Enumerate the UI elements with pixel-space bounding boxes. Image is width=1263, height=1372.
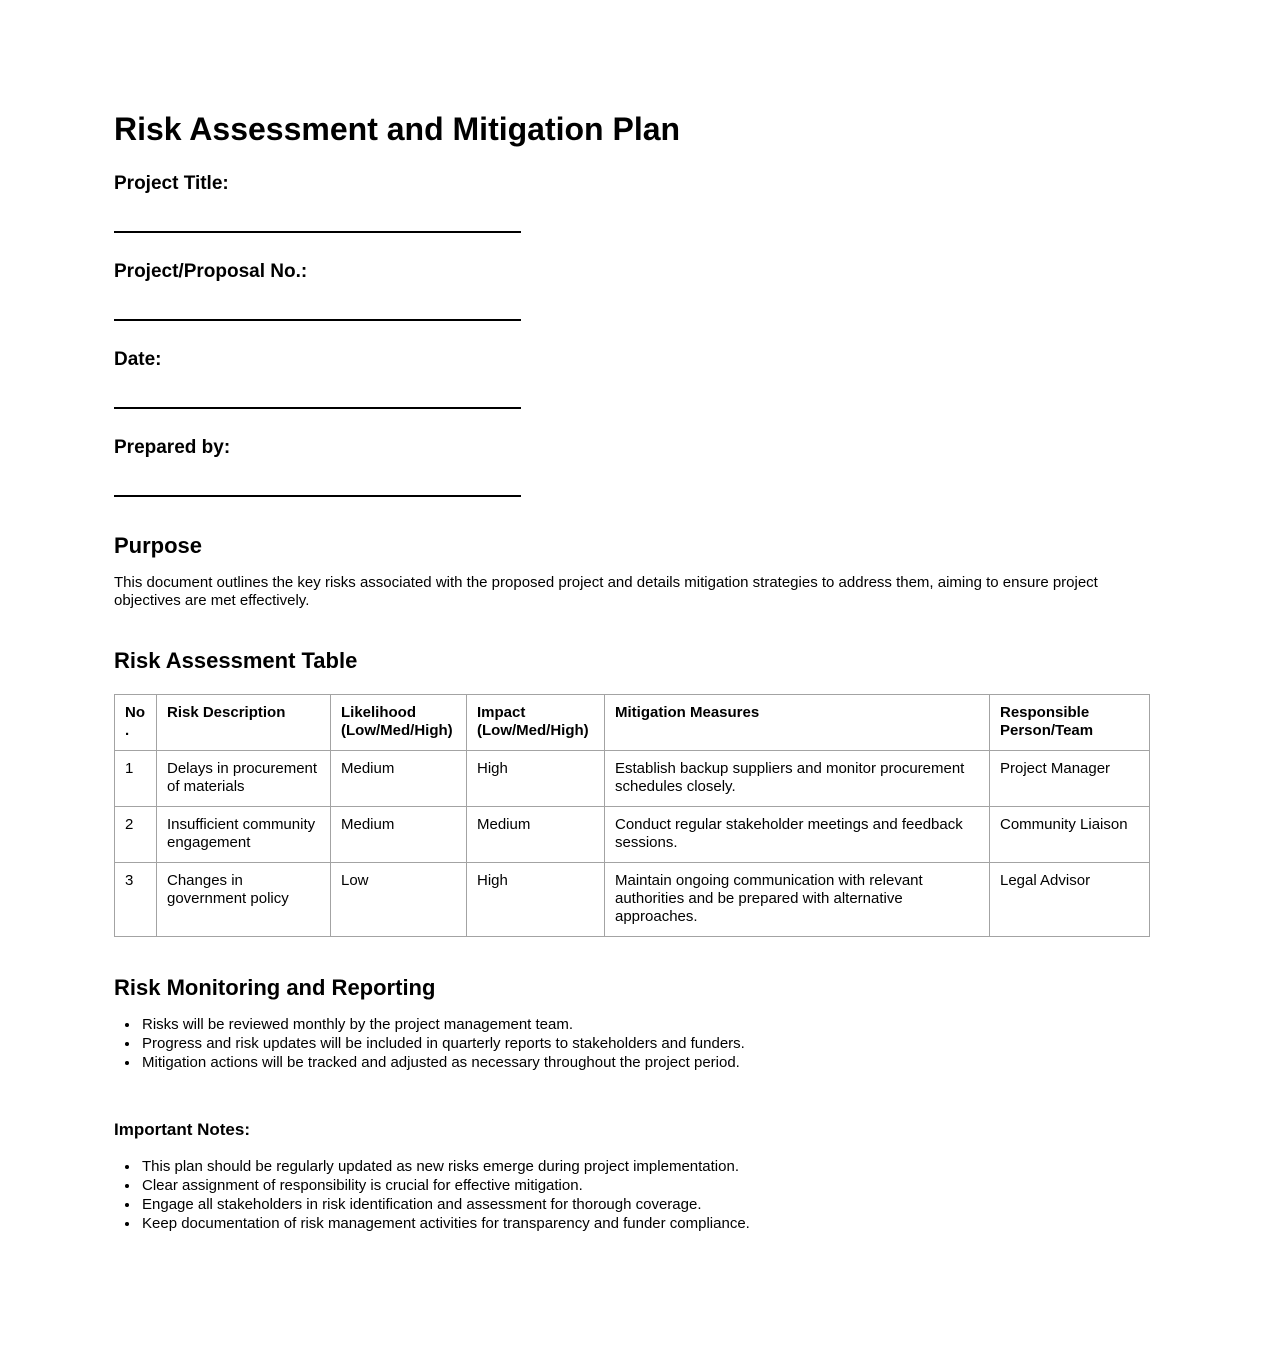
cell-impact: Medium xyxy=(467,806,605,862)
cell-risk-description: Insufficient community engagement xyxy=(157,806,331,862)
cell-responsible: Community Liaison xyxy=(990,806,1150,862)
cell-impact: High xyxy=(467,862,605,936)
cell-no: 3 xyxy=(115,862,157,936)
monitoring-bullet: • Risks will be reviewed monthly by the project management team. xyxy=(140,1016,1149,1034)
field-label-date: Date: xyxy=(114,348,162,370)
cell-likelihood: Medium xyxy=(331,806,467,862)
risk-table-body xyxy=(115,750,1150,936)
fill-line-date xyxy=(114,407,521,409)
column-header: No. xyxy=(115,694,157,750)
monitoring-bullet: • Mitigation actions will be tracked and adjusted as necessary throughout the project period. xyxy=(140,1054,1149,1072)
table-row xyxy=(115,806,1150,862)
notes-bullet: • Keep documentation of risk management activities for transparency and funder compliance. xyxy=(140,1215,1149,1233)
cell-mitigation-measures: Establish backup suppliers and monitor procurement schedules closely. xyxy=(605,750,990,806)
notes-bullet: • This plan should be regularly updated as new risks emerge during project implementation. xyxy=(140,1158,1149,1176)
cell-no: 2 xyxy=(115,806,157,862)
cell-risk-description: Changes in government policy xyxy=(157,862,331,936)
purpose-heading: Purpose xyxy=(114,532,203,558)
risk-table-header-row xyxy=(115,694,1150,750)
cell-responsible: Project Manager xyxy=(990,750,1150,806)
column-header: Responsible Person/Team xyxy=(990,694,1150,750)
cell-risk-description: Delays in procurement of materials xyxy=(157,750,331,806)
cell-mitigation-measures: Maintain ongoing communication with relevant authorities and be prepared with alternative approaches. xyxy=(605,862,990,936)
notes-bullet: • Engage all stakeholders in risk identification and assessment for thorough coverage. xyxy=(140,1196,1149,1214)
column-header: Mitigation Measures xyxy=(605,694,990,750)
cell-likelihood: Medium xyxy=(331,750,467,806)
notes-bullet: • Clear assignment of responsibility is crucial for effective mitigation. xyxy=(140,1177,1149,1195)
column-header: Impact (Low/Med/High) xyxy=(467,694,605,750)
notes-bullet-list xyxy=(114,1158,1149,1233)
column-header: Risk Description xyxy=(157,694,331,750)
table-row xyxy=(115,862,1150,936)
document-title: Risk Assessment and Mitigation Plan xyxy=(114,111,681,147)
risk-table-heading: Risk Assessment Table xyxy=(114,648,358,674)
cell-no: 1 xyxy=(115,750,157,806)
header-fields xyxy=(114,173,1149,496)
table-row xyxy=(115,750,1150,806)
risk-assessment-table xyxy=(114,694,1150,937)
cell-responsible: Legal Advisor xyxy=(990,862,1150,936)
monitoring-bullet: • Progress and risk updates will be included in quarterly reports to stakeholders and funders. xyxy=(140,1035,1149,1053)
cell-mitigation-measures: Conduct regular stakeholder meetings and feedback sessions. xyxy=(605,806,990,862)
notes-heading: Important Notes: xyxy=(114,1120,250,1140)
cell-impact: High xyxy=(467,750,605,806)
document-page xyxy=(114,0,1149,1334)
fill-line-project-proposal-no xyxy=(114,319,521,321)
field-label-project-title: Project Title: xyxy=(114,173,229,195)
field-label-project-proposal-no: Project/Proposal No.: xyxy=(114,261,308,283)
purpose-text: This document outlines the key risks associated with the proposed project and details mitigation strategies to address them, aiming to ensure project objectives are met effectively. xyxy=(114,573,1098,610)
monitoring-heading: Risk Monitoring and Reporting xyxy=(114,974,436,1000)
field-label-prepared-by: Prepared by: xyxy=(114,436,231,458)
column-header: Likelihood (Low/Med/High) xyxy=(331,694,467,750)
fill-line-prepared-by xyxy=(114,495,521,497)
fill-line-project-title xyxy=(114,231,521,233)
cell-likelihood: Low xyxy=(331,862,467,936)
monitoring-bullet-list xyxy=(114,1016,1149,1072)
